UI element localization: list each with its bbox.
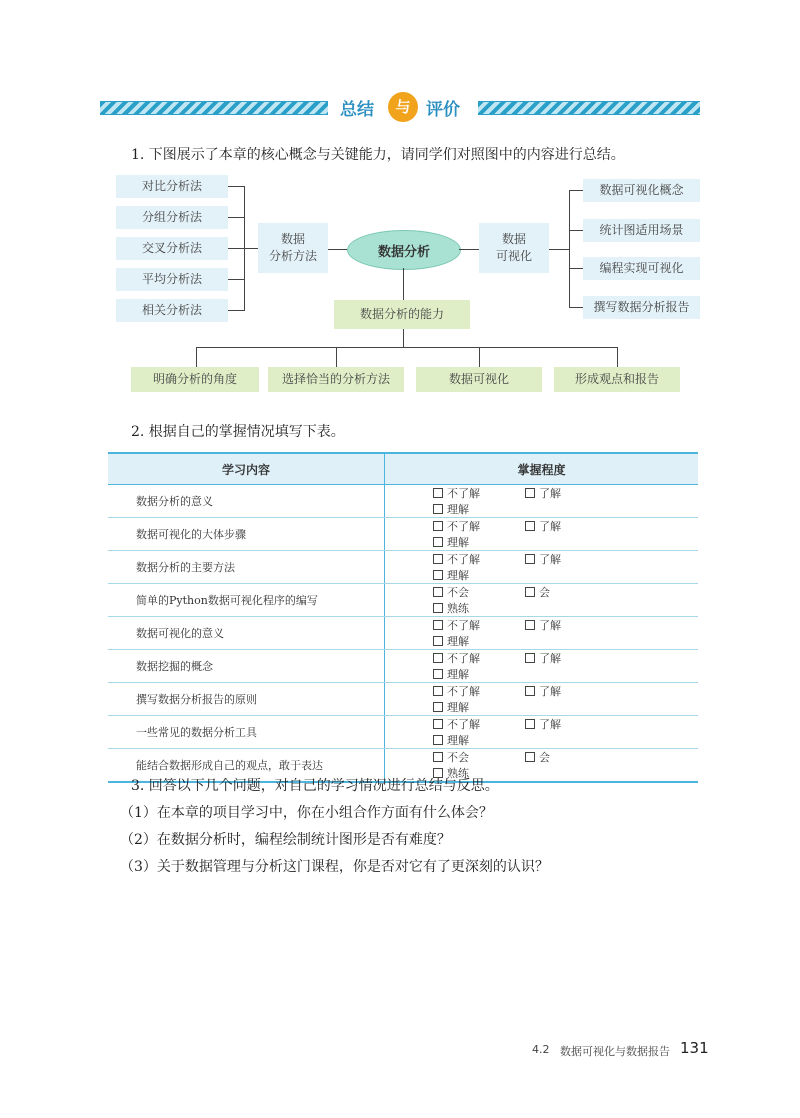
bottom-item-3: 数据可视化	[416, 367, 542, 392]
option-label: 了解	[539, 652, 561, 665]
ability-box: 数据分析的能力	[334, 300, 470, 329]
connector	[479, 347, 480, 367]
connector	[228, 217, 244, 218]
checkbox-icon[interactable]	[525, 488, 535, 498]
table-row	[108, 650, 698, 683]
row-options	[385, 584, 699, 617]
checkbox-icon[interactable]	[525, 686, 535, 696]
option-label: 理解	[447, 668, 469, 681]
option-3	[433, 567, 525, 583]
option-label: 不了解	[447, 520, 480, 533]
checkbox-icon[interactable]	[433, 653, 443, 663]
option-label: 了解	[539, 685, 561, 698]
row-options	[385, 551, 699, 584]
row-options	[385, 617, 699, 650]
connector	[228, 310, 244, 311]
option-1	[433, 584, 525, 600]
checkbox-icon[interactable]	[433, 620, 443, 630]
connector	[403, 329, 404, 347]
left-item-5: 相关分析法	[116, 299, 228, 322]
left-item-4: 平均分析法	[116, 268, 228, 291]
left-item-1: 对比分析法	[116, 175, 228, 198]
left-group-box	[258, 223, 328, 273]
option-1	[433, 617, 525, 633]
connector	[569, 307, 583, 308]
connector	[569, 268, 583, 269]
option-label: 了解	[539, 487, 561, 500]
option-label: 熟练	[447, 602, 469, 615]
checkbox-icon[interactable]	[525, 752, 535, 762]
table-row	[108, 518, 698, 551]
row-options	[385, 485, 699, 518]
row-content: 数据分析的主要方法	[108, 551, 385, 584]
right-item-4: 撰写数据分析报告	[583, 296, 700, 319]
checkbox-icon[interactable]	[525, 521, 535, 531]
table-row	[108, 551, 698, 584]
table-row	[108, 683, 698, 716]
option-label: 理解	[447, 635, 469, 648]
row-options	[385, 650, 699, 683]
checkbox-icon[interactable]	[433, 686, 443, 696]
footer-chapter-title: 数据可视化与数据报告	[560, 1045, 670, 1058]
option-label: 不了解	[447, 718, 480, 731]
row-content: 一些常见的数据分析工具	[108, 716, 385, 749]
option-label: 不会	[447, 751, 469, 764]
option-label: 会	[539, 586, 550, 599]
bottom-item-2: 选择恰当的分析方法	[268, 367, 404, 392]
option-3	[433, 666, 525, 682]
checkbox-icon[interactable]	[433, 669, 443, 679]
connector	[328, 249, 348, 250]
row-options	[385, 518, 699, 551]
checkbox-icon[interactable]	[433, 752, 443, 762]
checkbox-icon[interactable]	[433, 702, 443, 712]
right-item-1: 数据可视化概念	[583, 179, 700, 202]
option-3	[433, 732, 525, 748]
left-group-line-1: 数据	[280, 232, 305, 246]
table-row	[108, 716, 698, 749]
header-content: 学习内容	[108, 453, 385, 485]
connector	[569, 190, 583, 191]
table-header-row	[108, 453, 698, 485]
option-label: 了解	[539, 619, 561, 632]
connector	[403, 268, 404, 300]
option-label: 理解	[447, 503, 469, 516]
header-emblem-icon: 与	[388, 92, 418, 122]
checkbox-icon[interactable]	[433, 719, 443, 729]
connector	[336, 347, 337, 367]
option-3	[433, 501, 525, 517]
option-3	[433, 600, 525, 616]
row-content: 数据可视化的意义	[108, 617, 385, 650]
center-node: 数据分析	[347, 230, 461, 270]
option-3	[433, 699, 525, 715]
header-mastery: 掌握程度	[385, 453, 699, 485]
table-row	[108, 485, 698, 518]
option-1	[433, 716, 525, 732]
option-label: 理解	[447, 734, 469, 747]
checkbox-icon[interactable]	[433, 521, 443, 531]
row-content: 能结合数据形成自己的观点，敢于表达	[108, 749, 385, 783]
mastery-table	[108, 452, 698, 783]
right-item-2: 统计图适用场景	[583, 219, 700, 242]
option-label: 理解	[447, 536, 469, 549]
option-label: 不会	[447, 586, 469, 599]
connector	[549, 249, 569, 250]
checkbox-icon[interactable]	[433, 636, 443, 646]
connector	[228, 248, 258, 249]
option-3	[433, 633, 525, 649]
question-2: 2. 根据自己的掌握情况填写下表。	[131, 424, 345, 440]
header-stripe-right	[478, 101, 700, 115]
option-1	[433, 749, 525, 765]
row-content: 数据分析的意义	[108, 485, 385, 518]
left-item-2: 分组分析法	[116, 206, 228, 229]
left-item-3: 交叉分析法	[116, 237, 228, 260]
right-item-3: 编程实现可视化	[583, 257, 700, 280]
page-number: 131	[680, 1039, 709, 1057]
connector	[244, 186, 245, 311]
checkbox-icon[interactable]	[525, 719, 535, 729]
checkbox-icon[interactable]	[433, 603, 443, 613]
right-group-line-1: 数据	[501, 232, 526, 246]
option-label: 会	[539, 751, 550, 764]
checkbox-icon[interactable]	[525, 620, 535, 630]
option-label: 不了解	[447, 685, 480, 698]
question-3-item-3: （3）关于数据管理与分析这门课程，你是否对它有了更深刻的认识？	[120, 859, 549, 875]
connector	[459, 249, 479, 250]
row-content: 数据挖掘的概念	[108, 650, 385, 683]
checkbox-icon[interactable]	[433, 537, 443, 547]
option-1	[433, 683, 525, 699]
row-content: 撰写数据分析报告的原则	[108, 683, 385, 716]
option-label: 了解	[539, 520, 561, 533]
row-options	[385, 683, 699, 716]
checkbox-icon[interactable]	[433, 587, 443, 597]
checkbox-icon[interactable]	[525, 587, 535, 597]
checkbox-icon[interactable]	[433, 488, 443, 498]
option-1	[433, 485, 525, 501]
connector	[569, 190, 570, 308]
option-label: 理解	[447, 701, 469, 714]
option-label: 不了解	[447, 652, 480, 665]
option-2	[525, 518, 617, 534]
checkbox-icon[interactable]	[525, 554, 535, 564]
option-1	[433, 551, 525, 567]
connector	[196, 347, 197, 367]
connector	[617, 347, 618, 367]
question-3-item-2: （2）在数据分析时，编程绘制统计图形是否有难度？	[120, 832, 451, 848]
option-label: 了解	[539, 718, 561, 731]
checkbox-icon[interactable]	[433, 570, 443, 580]
checkbox-icon[interactable]	[433, 554, 443, 564]
option-2	[525, 584, 617, 600]
option-label: 熟练	[447, 767, 469, 780]
option-2	[525, 551, 617, 567]
option-label: 理解	[447, 569, 469, 582]
header-stripe-left	[100, 101, 328, 115]
connector	[569, 230, 583, 231]
row-content: 简单的Python数据可视化程序的编写	[108, 584, 385, 617]
table-row	[108, 584, 698, 617]
option-3	[433, 534, 525, 550]
right-group-box	[479, 223, 549, 273]
header-title-evaluation: 评价	[426, 100, 460, 120]
footer-section-number: 4.2	[532, 1043, 550, 1056]
option-2	[525, 716, 617, 732]
question-3: 3. 回答以下几个问题，对自己的学习情况进行总结与反思。	[131, 778, 499, 794]
option-2	[525, 485, 617, 501]
option-1	[433, 518, 525, 534]
option-2	[525, 617, 617, 633]
option-2	[525, 749, 617, 765]
question-3-item-1: （1）在本章的项目学习中，你在小组合作方面有什么体会？	[120, 805, 493, 821]
left-group-line-2: 分析方法	[268, 249, 317, 263]
checkbox-icon[interactable]	[525, 653, 535, 663]
connector	[196, 347, 618, 348]
checkbox-icon[interactable]	[433, 735, 443, 745]
option-label: 了解	[539, 553, 561, 566]
option-1	[433, 650, 525, 666]
row-options	[385, 716, 699, 749]
connector	[228, 186, 244, 187]
connector	[228, 279, 244, 280]
option-2	[525, 650, 617, 666]
option-label: 不了解	[447, 487, 480, 500]
table-row	[108, 617, 698, 650]
bottom-item-1: 明确分析的角度	[131, 367, 259, 392]
option-label: 不了解	[447, 553, 480, 566]
option-label: 不了解	[447, 619, 480, 632]
right-group-line-2: 可视化	[495, 249, 532, 263]
row-content: 数据可视化的大体步骤	[108, 518, 385, 551]
option-2	[525, 683, 617, 699]
header-title-summary: 总结	[340, 100, 374, 120]
bottom-item-4: 形成观点和报告	[554, 367, 680, 392]
question-1: 1. 下图展示了本章的核心概念与关键能力，请同学们对照图中的内容进行总结。	[131, 147, 625, 163]
checkbox-icon[interactable]	[433, 504, 443, 514]
